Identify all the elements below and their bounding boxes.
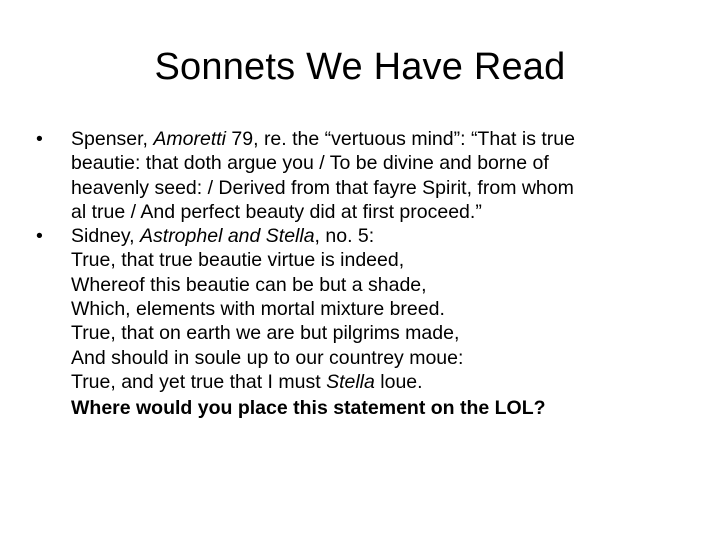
poem-line <box>71 297 696 321</box>
poem-line <box>71 321 696 345</box>
text-segment: , no. 5: <box>314 225 375 248</box>
text-segment: al true / And perfect beauty did at first proceed.” <box>71 200 482 223</box>
bullet-marker: • <box>36 225 43 248</box>
text-segment: beautie: that doth argue you / To be divine and borne of <box>71 152 549 175</box>
discussion-question: Where would you place this statement on the LOL? <box>71 397 546 420</box>
text-segment: 79, re. the “vertuous mind”: “That is true <box>226 128 575 150</box>
bullet-line <box>71 176 696 200</box>
text-segment: loue. <box>374 370 423 393</box>
text-segment: True, and yet true that I must <box>71 370 327 393</box>
poem-line <box>71 346 696 370</box>
text-segment: True, that on earth we are but pilgrims made, <box>71 322 460 345</box>
bullet-line <box>71 224 696 248</box>
text-segment: Spenser, <box>71 128 154 150</box>
italic-title-text: Amoretti <box>153 128 226 150</box>
bullet-item <box>36 127 696 224</box>
poem-line <box>71 273 696 297</box>
bullet-marker: • <box>36 128 43 150</box>
italic-title-text: Stella <box>326 370 375 393</box>
slide-title: Sonnets We Have Read <box>154 46 566 88</box>
poem-line <box>71 248 696 272</box>
slide-body <box>36 127 696 421</box>
bullet-line <box>71 151 696 175</box>
poem-line <box>71 370 696 394</box>
text-segment: And should in soule up to our countrey moue: <box>71 346 464 369</box>
bullet-list <box>36 127 696 248</box>
bullet-item <box>36 224 696 248</box>
text-segment: heavenly seed: / Derived from that fayre Spirit, from whom <box>71 176 574 199</box>
italic-title-text: Astrophel and Stella <box>140 225 315 248</box>
text-segment: Which, elements with mortal mixture breed. <box>71 298 445 321</box>
text-segment: Whereof this beautie can be but a shade, <box>71 273 427 296</box>
poem-quote <box>36 248 696 394</box>
bullet-line <box>71 127 696 151</box>
bullet-line <box>71 200 696 224</box>
text-segment: Sidney, <box>71 225 141 248</box>
text-segment: True, that true beautie virtue is indeed, <box>71 249 405 272</box>
